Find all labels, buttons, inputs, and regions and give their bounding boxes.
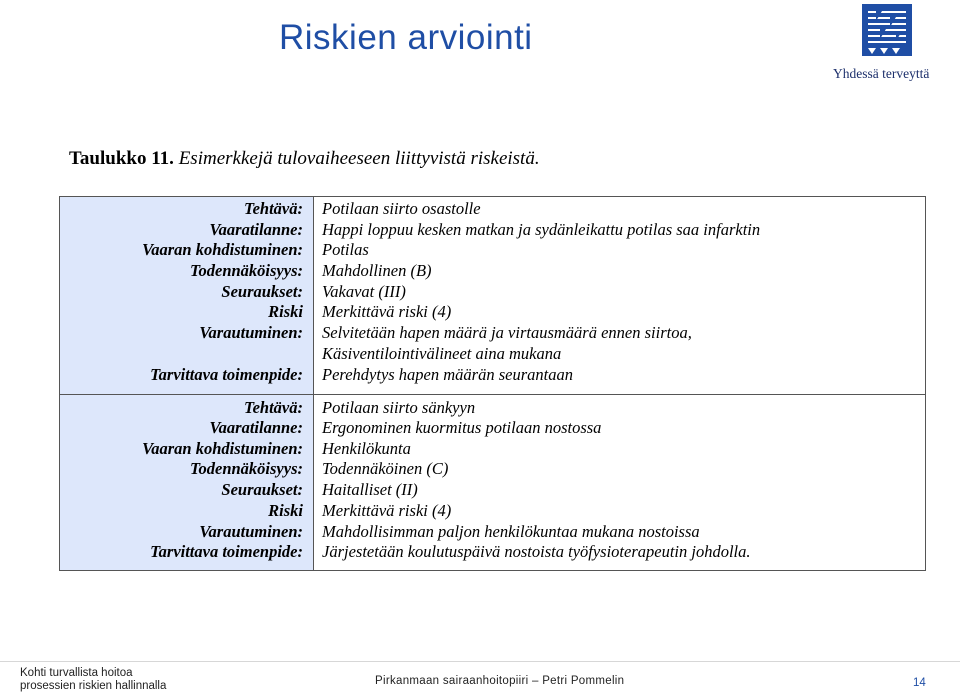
caption-number: Taulukko 11.: [69, 148, 174, 169]
table-row-continuation: [60, 344, 925, 365]
row-label: Tehtävä:: [244, 398, 303, 417]
table-row: [60, 459, 925, 480]
row-value: Mahdollisimman paljon henkilökuntaa mukana nostoissa: [322, 522, 700, 541]
row-label: Varautuminen:: [199, 522, 303, 541]
row-value: Järjestetään koulutuspäivä nostoista työfysioterapeutin johdolla.: [322, 542, 751, 561]
table-row: [60, 501, 925, 522]
logo-text: Yhdessä terveyttä: [833, 66, 930, 81]
row-label: Seuraukset:: [221, 480, 303, 499]
table-row: [60, 323, 925, 344]
footer-divider: [0, 661, 960, 662]
table-row: [60, 240, 925, 261]
row-value: Selvitetään hapen määrä ja virtausmäärä ennen siirtoa,: [322, 323, 692, 342]
row-value: Perehdytys hapen määrän seurantaan: [322, 365, 573, 384]
row-label: Todennäköisyys:: [189, 459, 303, 478]
risk-table: [59, 196, 926, 571]
footer-author: Pirkanmaan sairaanhoitopiiri – Petri Pommelin: [375, 675, 625, 687]
row-value: Merkittävä riski (4): [322, 302, 452, 321]
row-label: Seuraukset:: [221, 282, 303, 301]
row-value: Ergonominen kuormitus potilaan nostossa: [322, 418, 602, 437]
table-row: [60, 542, 925, 563]
row-value: Potilaan siirto osastolle: [322, 199, 481, 218]
table-row: [60, 398, 925, 419]
table-row: [60, 282, 925, 303]
table-row: [60, 261, 925, 282]
organization-logo: [828, 2, 948, 88]
row-value: Henkilökunta: [322, 439, 411, 458]
row-value: Haitalliset (II): [322, 480, 418, 499]
row-label: Tarvittava toimenpide:: [150, 365, 303, 384]
table-caption: [69, 148, 540, 170]
row-label: Riski: [268, 302, 303, 321]
table-row: [60, 522, 925, 543]
table-row: [60, 480, 925, 501]
table-row: [60, 418, 925, 439]
page-number: 14: [913, 677, 926, 689]
row-label: Vaaran kohdistuminen:: [142, 240, 303, 259]
table-row: [60, 199, 925, 220]
row-value: Potilas: [322, 240, 369, 259]
row-value: Todennäköinen (C): [322, 459, 449, 478]
slide-title: Riskien arviointi: [279, 18, 533, 57]
row-label: Vaaran kohdistuminen:: [142, 439, 303, 458]
table-row: [60, 302, 925, 323]
row-value: Vakavat (III): [322, 282, 406, 301]
row-label: Tehtävä:: [244, 199, 303, 218]
row-label: Todennäköisyys:: [189, 261, 303, 280]
footer-title-line2: prosessien riskien hallinnalla: [20, 680, 167, 692]
table-row: [60, 365, 925, 386]
table-row: [60, 220, 925, 241]
row-value: Potilaan siirto sänkyyn: [322, 398, 476, 417]
row-value-continuation: Käsiventilointivälineet aina mukana: [322, 344, 562, 363]
footer-presentation-title: [20, 667, 166, 693]
pshp-logo-mark-icon: [862, 4, 912, 56]
row-value: Mahdollinen (B): [322, 261, 432, 280]
row-value: Merkittävä riski (4): [322, 501, 452, 520]
table-row: [60, 439, 925, 460]
footer-title-line1: Kohti turvallista hoitoa: [20, 667, 133, 679]
row-label: Tarvittava toimenpide:: [150, 542, 303, 561]
caption-text: Esimerkkejä tulovaiheeseen liittyvistä riskeistä.: [178, 148, 540, 169]
row-label: Varautuminen:: [199, 323, 303, 342]
row-label: Riski: [268, 501, 303, 520]
group-divider: [60, 394, 925, 395]
row-label: Vaaratilanne:: [209, 418, 303, 437]
row-value: Happi loppuu kesken matkan ja sydänleikattu potilas saa infarktin: [322, 220, 761, 239]
row-label: Vaaratilanne:: [209, 220, 303, 239]
